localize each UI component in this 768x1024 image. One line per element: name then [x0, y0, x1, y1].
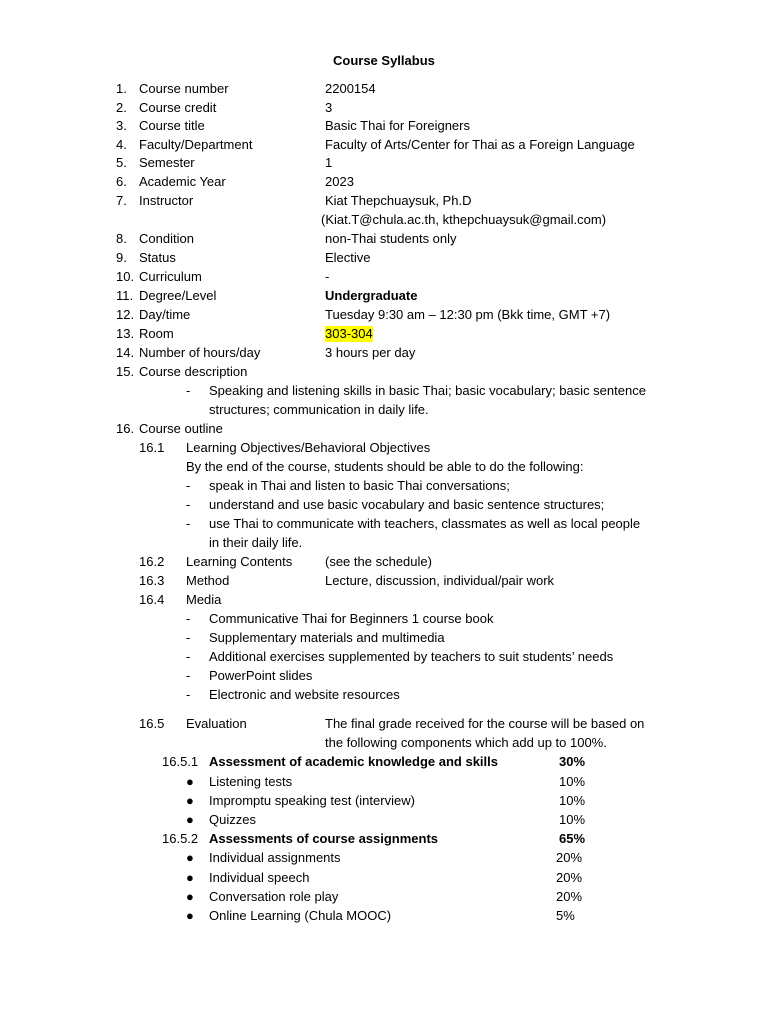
- field-value: Faculty of Arts/Center for Thai as a Foreign Language: [325, 137, 635, 152]
- field-value: Undergraduate: [325, 288, 418, 303]
- dash-marker: -: [186, 611, 191, 626]
- field-label: Course credit: [139, 100, 217, 115]
- field-label: Room: [139, 326, 174, 341]
- field-label: Faculty/Department: [139, 137, 253, 152]
- field-label: Academic Year: [139, 174, 226, 189]
- assessment-pct: 10%: [559, 793, 586, 808]
- field-value: 2200154: [325, 81, 376, 96]
- list-item: Supplementary materials and multimedia: [209, 630, 445, 645]
- field-value: Basic Thai for Foreigners: [325, 118, 470, 133]
- dash-marker: -: [186, 649, 191, 664]
- list-item: PowerPoint slides: [209, 668, 313, 683]
- list-item: Additional exercises supplemented by teachers to suit students’ needs: [209, 649, 614, 664]
- field-label: Status: [139, 250, 176, 265]
- field-value: Elective: [325, 250, 371, 265]
- subsection-label: Method: [186, 573, 230, 588]
- assessment-item: Individual assignments: [209, 850, 341, 865]
- field-num: 16.: [116, 421, 135, 436]
- dash-marker: -: [186, 478, 191, 493]
- assessment-pct: 20%: [556, 889, 583, 904]
- field-label: Semester: [139, 155, 195, 170]
- subsection-num: 16.3: [139, 573, 165, 588]
- dash-marker: -: [186, 687, 191, 702]
- assessment-item: Individual speech: [209, 870, 310, 885]
- objectives-intro: By the end of the course, students should be able to do the following:: [186, 459, 584, 474]
- field-num: 2.: [116, 100, 127, 115]
- field-label: Day/time: [139, 307, 191, 322]
- list-item: Electronic and website resources: [209, 687, 400, 702]
- bullet-marker: ●: [186, 812, 194, 827]
- assessment-item: Conversation role play: [209, 889, 339, 904]
- list-item: Communicative Thai for Beginners 1 course book: [209, 611, 494, 626]
- assessment-item: Impromptu speaking test (interview): [209, 793, 415, 808]
- field-num: 6.: [116, 174, 127, 189]
- assessment-num: 16.5.1: [162, 754, 199, 769]
- description-text: Speaking and listening skills in basic Thai; basic vocabulary; basic sentence: [209, 383, 646, 398]
- assessment-pct: 20%: [556, 850, 583, 865]
- subsection-label: Learning Objectives/Behavioral Objectives: [186, 440, 431, 455]
- instructor-email: (Kiat.T@chula.ac.th, kthepchuaysuk@gmail.com): [321, 212, 607, 227]
- assessment-item: Online Learning (Chula MOOC): [209, 908, 392, 923]
- field-label: Course number: [139, 81, 229, 96]
- field-value: 3 hours per day: [325, 345, 416, 360]
- assessment-total: 65%: [559, 831, 586, 846]
- field-value: 1: [325, 155, 333, 170]
- page-title: Course Syllabus: [333, 53, 435, 68]
- field-label: Course title: [139, 118, 205, 133]
- subsection-label: Media: [186, 592, 222, 607]
- field-num: 11.: [116, 288, 134, 303]
- bullet-marker: ●: [186, 870, 194, 885]
- field-label: Condition: [139, 231, 194, 246]
- assessment-pct: 10%: [559, 774, 586, 789]
- subsection-value: (see the schedule): [325, 554, 432, 569]
- dash-marker: -: [186, 497, 191, 512]
- dash-marker: -: [186, 630, 191, 645]
- subsection-label: Evaluation: [186, 716, 247, 731]
- assessment-item: Quizzes: [209, 812, 256, 827]
- field-value: Tuesday 9:30 am – 12:30 pm (Bkk time, GMT +7): [325, 307, 611, 322]
- field-value: 3: [325, 100, 333, 115]
- list-item: use Thai to communicate with teachers, classmates as well as local people: [209, 516, 641, 531]
- evaluation-text: The final grade received for the course will be based on: [325, 716, 645, 731]
- dash-marker: -: [186, 668, 191, 683]
- assessment-pct: 20%: [556, 870, 583, 885]
- subsection-num: 16.4: [139, 592, 165, 607]
- field-label: Course outline: [139, 421, 223, 436]
- list-item: understand and use basic vocabulary and basic sentence structures;: [209, 497, 605, 512]
- evaluation-text: the following components which add up to 100%.: [325, 735, 607, 750]
- bullet-marker: ●: [186, 889, 194, 904]
- field-num: 12.: [116, 307, 135, 322]
- field-value: -: [325, 269, 330, 284]
- field-num: 10.: [116, 269, 135, 284]
- field-label: Course description: [139, 364, 248, 379]
- bullet-marker: ●: [186, 774, 194, 789]
- assessment-total: 30%: [559, 754, 586, 769]
- field-label: Number of hours/day: [139, 345, 261, 360]
- field-num: 14.: [116, 345, 135, 360]
- subsection-value: Lecture, discussion, individual/pair work: [325, 573, 555, 588]
- bullet-marker: ●: [186, 850, 194, 865]
- field-num: 1.: [116, 81, 127, 96]
- field-num: 5.: [116, 155, 127, 170]
- assessment-pct: 10%: [559, 812, 586, 827]
- field-label: Instructor: [139, 193, 194, 208]
- subsection-num: 16.1: [139, 440, 165, 455]
- subsection-num: 16.2: [139, 554, 165, 569]
- assessment-num: 16.5.2: [162, 831, 199, 846]
- field-num: 7.: [116, 193, 127, 208]
- field-label: Degree/Level: [139, 288, 217, 303]
- room-value-highlighted: 303-304: [325, 326, 373, 341]
- instructor-name: Kiat Thepchuaysuk, Ph.D: [325, 193, 472, 208]
- subsection-num: 16.5: [139, 716, 165, 731]
- description-text: structures; communication in daily life.: [209, 402, 429, 417]
- assessment-label: Assessment of academic knowledge and skills: [209, 754, 499, 769]
- field-num: 15.: [116, 364, 135, 379]
- field-num: 4.: [116, 137, 127, 152]
- bullet-marker: ●: [186, 908, 194, 923]
- dash-marker: -: [186, 516, 191, 531]
- field-value: 2023: [325, 174, 354, 189]
- bullet-marker: ●: [186, 793, 194, 808]
- list-item: speak in Thai and listen to basic Thai conversations;: [209, 478, 510, 493]
- subsection-label: Learning Contents: [186, 554, 293, 569]
- field-label: Curriculum: [139, 269, 202, 284]
- field-num: 8.: [116, 231, 127, 246]
- assessment-item: Listening tests: [209, 774, 293, 789]
- list-item-continued: in their daily life.: [209, 535, 303, 550]
- field-num: 13.: [116, 326, 135, 341]
- assessment-pct: 5%: [556, 908, 575, 923]
- assessment-label: Assessments of course assignments: [209, 831, 439, 846]
- dash-marker: -: [186, 383, 191, 398]
- field-value: non-Thai students only: [325, 231, 457, 246]
- field-num: 9.: [116, 250, 127, 265]
- field-num: 3.: [116, 118, 127, 133]
